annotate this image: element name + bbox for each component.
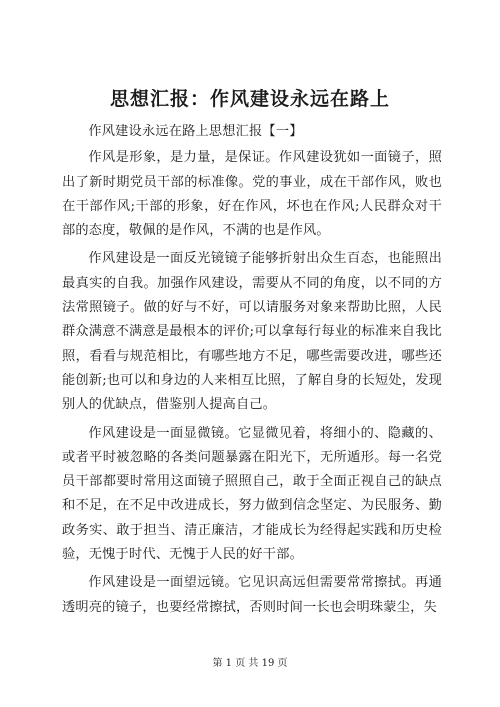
- document-title: 思想汇报：作风建设永远在路上: [109, 88, 390, 110]
- document-subtitle: 作风建设永远在路上思想汇报【一】: [88, 124, 303, 139]
- paragraph: 作风是形象，是力量，是保证。作风建设犹如一面镜子，照出了新时期党员干部的标准像。党的事业，成在干部作风，败也在干部作风;干部的形象，好在作风，坏也在作风;人民群众对干部的态度，敬佩的是作风，不满的也是作风。: [62, 150, 442, 239]
- paragraph: 作风建设是一面显微镜。它显微见着，将细小的、隐藏的、或者平时被忽略的各类问题暴露在阳光下，无所遁形。每一名党员干部都要时常用这面镜子照照自己，敢于全面正视自己的缺点和不足，在不足中改进成长，努力做到信念坚定、为民服务、勤政务实、敢于担当、清正廉洁，才能成长为经得起实践和历史检验，无愧于时代、无愧于人民的好干部。: [62, 425, 442, 563]
- document-body: [62, 120, 442, 624]
- paragraph: 作风建设是一面反光镜镜子能够折射出众生百态，也能照出最真实的自我。加强作风建设，需要从不同的角度，以不同的方法常照镜子。做的好与不好，可以请服务对象来帮助比照，人民群众满意不满意是最根本的评价;可以拿每行每业的标准来自我比照，看看与规范相比，有哪些地方不足，哪些需要改进，哪些还能创新;也可以和身边的人来相互比照，了解自身的长短处，发现别人的优缺点，借鉴别人提高自己。: [62, 251, 442, 413]
- paragraph: 作风建设是一面望远镜。它见识高远但需要常常擦拭。再通透明亮的镜子，也要经常擦拭，否则时间一长也会明珠蒙尘，失: [62, 575, 442, 615]
- page-number-footer: 第 1 页 共 19 页: [212, 658, 288, 669]
